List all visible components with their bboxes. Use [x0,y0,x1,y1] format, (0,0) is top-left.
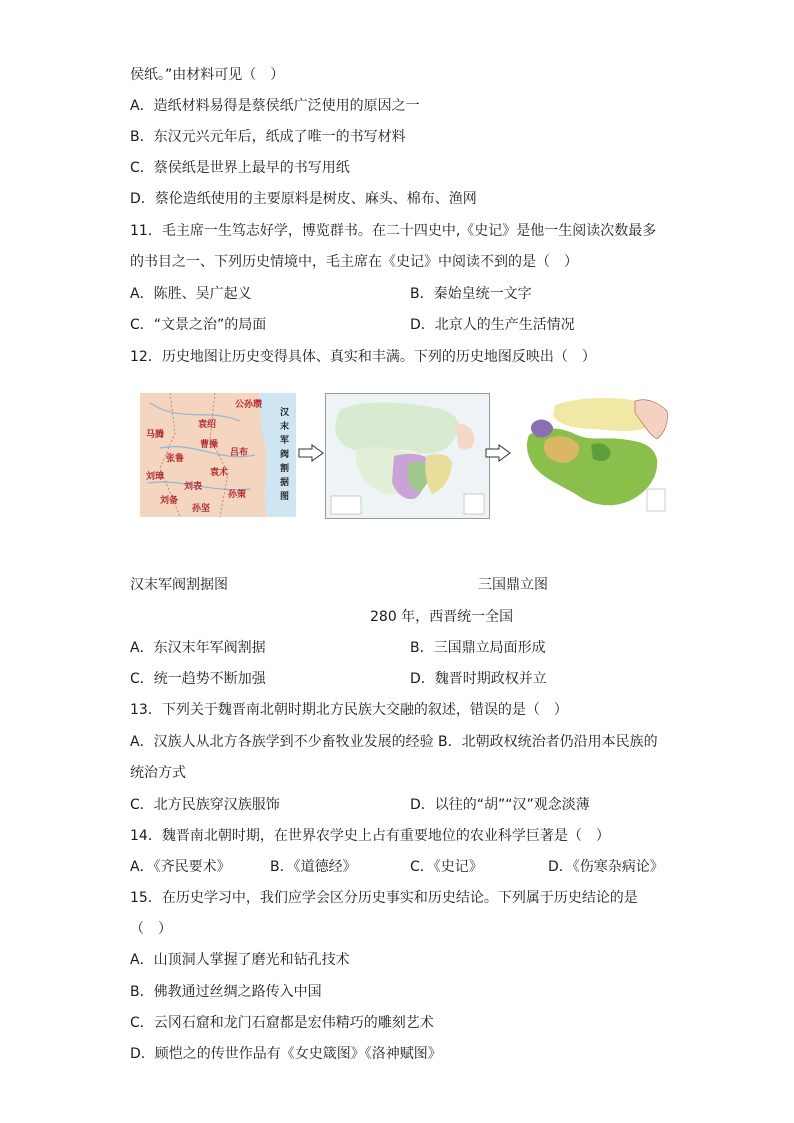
q15-stem-line2: （ ） [130,921,172,937]
q15-option-c: C．云冈石窟和龙门石窟都是宏伟精巧的雕刻艺术 [130,1015,434,1031]
map1-title-char-0: 汉 [280,408,290,418]
q14-option-a: A．《齐民要术》 [130,859,231,875]
warlords-map-image [140,393,296,517]
q11-stem-line1: 11．毛主席一生笃志好学，博览群书。在二十四史中,《史记》是他一生阅读次数最多 [130,223,657,239]
q13-stem: 13．下列关于魏晋南北朝时期北方民族大交融的叙述，错误的是（ ） [130,702,568,718]
map1-label-10: 张鲁 [166,454,185,464]
q15-option-b: B．佛教通过丝绸之路传入中国 [130,984,322,1000]
q10-option-b: B．东汉元兴元年后，纸成了唯一的书写材料 [130,129,406,145]
caption-western-jin-map: 280 年，西晋统一全国 [370,609,514,625]
q11-option-b: B．秦始皇统一文字 [410,286,532,302]
q13-option-c: C．北方民族穿汉族服饰 [130,797,280,813]
map1-label-11: 孙坚 [192,504,211,514]
map1-label-9: 吕布 [230,448,249,458]
q14-option-c: C．《史记》 [410,859,483,875]
map1-label-6: 刘表 [184,482,203,492]
svg-text:末: 末 [280,422,290,432]
map1-label-7: 刘璋 [146,472,165,482]
svg-text:割: 割 [280,464,290,474]
svg-text:军: 军 [280,436,290,446]
right-arrow-icon [485,444,511,462]
q15-option-d: D．顾恺之的传世作品有《女史箴图》《洛神赋图》 [130,1046,442,1062]
svg-text:据: 据 [280,478,290,488]
map1-label-1: 袁绍 [198,420,217,430]
q11-option-a: A．陈胜、吴广起义 [130,286,252,302]
svg-text:阀: 阀 [280,450,290,460]
right-arrow-icon [298,444,324,462]
three-kingdoms-map-image [325,393,490,519]
q12-option-c: C．统一趋势不断加强 [130,671,266,687]
map1-label-0: 公孙瓒 [235,400,263,410]
q14-option-b: B．《道德经》 [270,859,357,875]
q12-stem: 12．历史地图让历史变得具体、真实和丰满。下列的历史地图反映出（ ） [130,349,596,365]
q14-option-d: D．《伤寒杂病论》 [548,859,664,875]
q10-option-c: C．蔡侯纸是世界上最早的书写用纸 [130,160,350,176]
q11-option-c: C．“文景之治”的局面 [130,317,267,333]
q10-option-d: D．蔡伦造纸使用的主要原料是树皮、麻头、棉布、渔网 [130,191,477,207]
q13-option-b-cont: 统治方式 [130,765,186,781]
map1-label-5: 孙策 [228,490,247,500]
q13-option-d: D．以往的“胡”“汉”观念淡薄 [410,797,590,813]
caption-warlords-map: 汉末军阀割据图 [130,577,228,593]
q15-option-a: A．山顶洞人掌握了磨光和钻孔技术 [130,952,350,968]
svg-text:图: 图 [280,492,290,502]
western-jin-map-image [525,393,670,517]
q11-option-d: D．北京人的生产生活情况 [410,317,575,333]
q10-option-a: A．造纸材料易得是蔡侯纸广泛使用的原因之一 [130,98,420,114]
map1-label-3: 刘备 [160,496,179,506]
q12-option-d: D．魏晋时期政权并立 [410,671,547,687]
q11-stem-line2: 的书目之一、下列历史情境中，毛主席在《史记》中阅读不到的是（ ） [130,254,578,270]
q12-option-b: B．三国鼎立局面形成 [410,640,546,656]
q14-stem: 14．魏晋南北朝时期，在世界农学史上占有重要地位的农业科学巨著是（ ） [130,828,610,844]
map1-label-2: 曹操 [200,440,219,450]
caption-three-kingdoms-map: 三国鼎立图 [478,577,548,593]
q13-option-ab: A．汉族人从北方各族学到不少畜牧业发展的经验 B．北朝政权统治者仍沿用本民族的 [130,734,658,750]
map1-label-4: 袁术 [210,468,229,478]
q12-option-a: A．东汉末年军阀割据 [130,640,266,656]
q15-stem-line1: 15．在历史学习中，我们应学会区分历史事实和历史结论。下列属于历史结论的是 [130,890,638,906]
map1-label-8: 马腾 [146,430,165,440]
q10-stem-tail: 侯纸。”由材料可见（ ） [130,67,285,83]
